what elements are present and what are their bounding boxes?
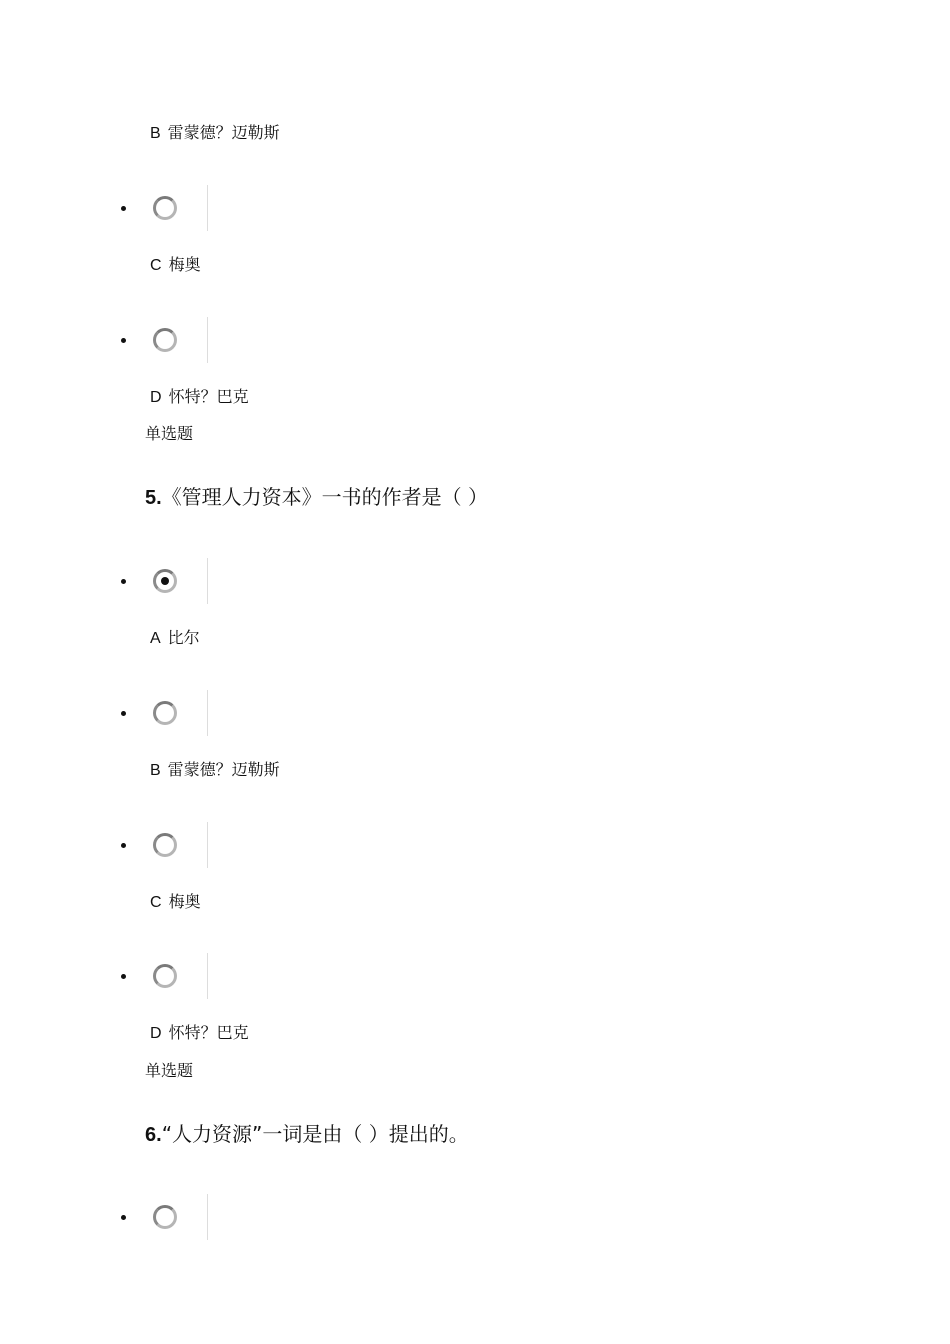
list-bullet: [121, 338, 126, 343]
list-bullet: [121, 974, 126, 979]
radio-selected-dot: [161, 577, 169, 585]
option-divider: [207, 558, 208, 604]
option-divider: [207, 822, 208, 868]
option-text: 比尔: [167, 628, 200, 647]
question-type-label: 单选题: [145, 424, 194, 443]
radio-option-c[interactable]: [153, 196, 177, 220]
question-5-title: [145, 484, 488, 511]
option-d-label: [150, 1023, 249, 1044]
list-bullet: [121, 206, 126, 211]
option-letter: B: [150, 762, 161, 779]
option-divider: [207, 690, 208, 736]
list-bullet: [121, 711, 126, 716]
question-text: “人力资源”一词是由（ ）提出的。: [161, 1122, 469, 1146]
option-b-label: [150, 760, 280, 781]
option-text: 怀特？巴克: [168, 1023, 249, 1042]
option-text: 雷蒙德？迈勒斯: [167, 760, 280, 779]
radio-option-b[interactable]: [153, 701, 177, 725]
option-letter: C: [150, 257, 162, 274]
option-c-label: [150, 892, 201, 913]
option-divider: [207, 317, 208, 363]
option-letter: B: [150, 125, 161, 142]
option-divider: [207, 185, 208, 231]
question-number: 5.: [145, 487, 162, 509]
list-bullet: [121, 843, 126, 848]
option-letter: A: [150, 630, 161, 647]
option-divider: [207, 1194, 208, 1240]
option-text: 梅奥: [168, 892, 201, 911]
option-letter: D: [150, 1025, 162, 1042]
option-c-label: [150, 255, 201, 276]
option-letter: D: [150, 389, 162, 406]
option-a-label: [150, 628, 200, 649]
list-bullet: [121, 1215, 126, 1220]
radio-option-a-selected[interactable]: [153, 569, 177, 593]
option-divider: [207, 953, 208, 999]
list-bullet: [121, 579, 126, 584]
radio-option-c[interactable]: [153, 833, 177, 857]
option-text: 怀特？巴克: [168, 387, 249, 406]
option-letter: C: [150, 894, 162, 911]
radio-option-d[interactable]: [153, 328, 177, 352]
radio-option-d[interactable]: [153, 964, 177, 988]
option-d-label: [150, 387, 249, 408]
radio-option-a[interactable]: [153, 1205, 177, 1229]
option-b-label: [150, 123, 280, 144]
question-type-label: 单选题: [145, 1061, 194, 1080]
option-text: 梅奥: [168, 255, 201, 274]
question-6-title: [145, 1121, 469, 1148]
option-text: 雷蒙德？迈勒斯: [167, 123, 280, 142]
question-text: 《管理人力资本》一书的作者是（ ）: [161, 485, 489, 509]
question-number: 6.: [145, 1124, 162, 1146]
